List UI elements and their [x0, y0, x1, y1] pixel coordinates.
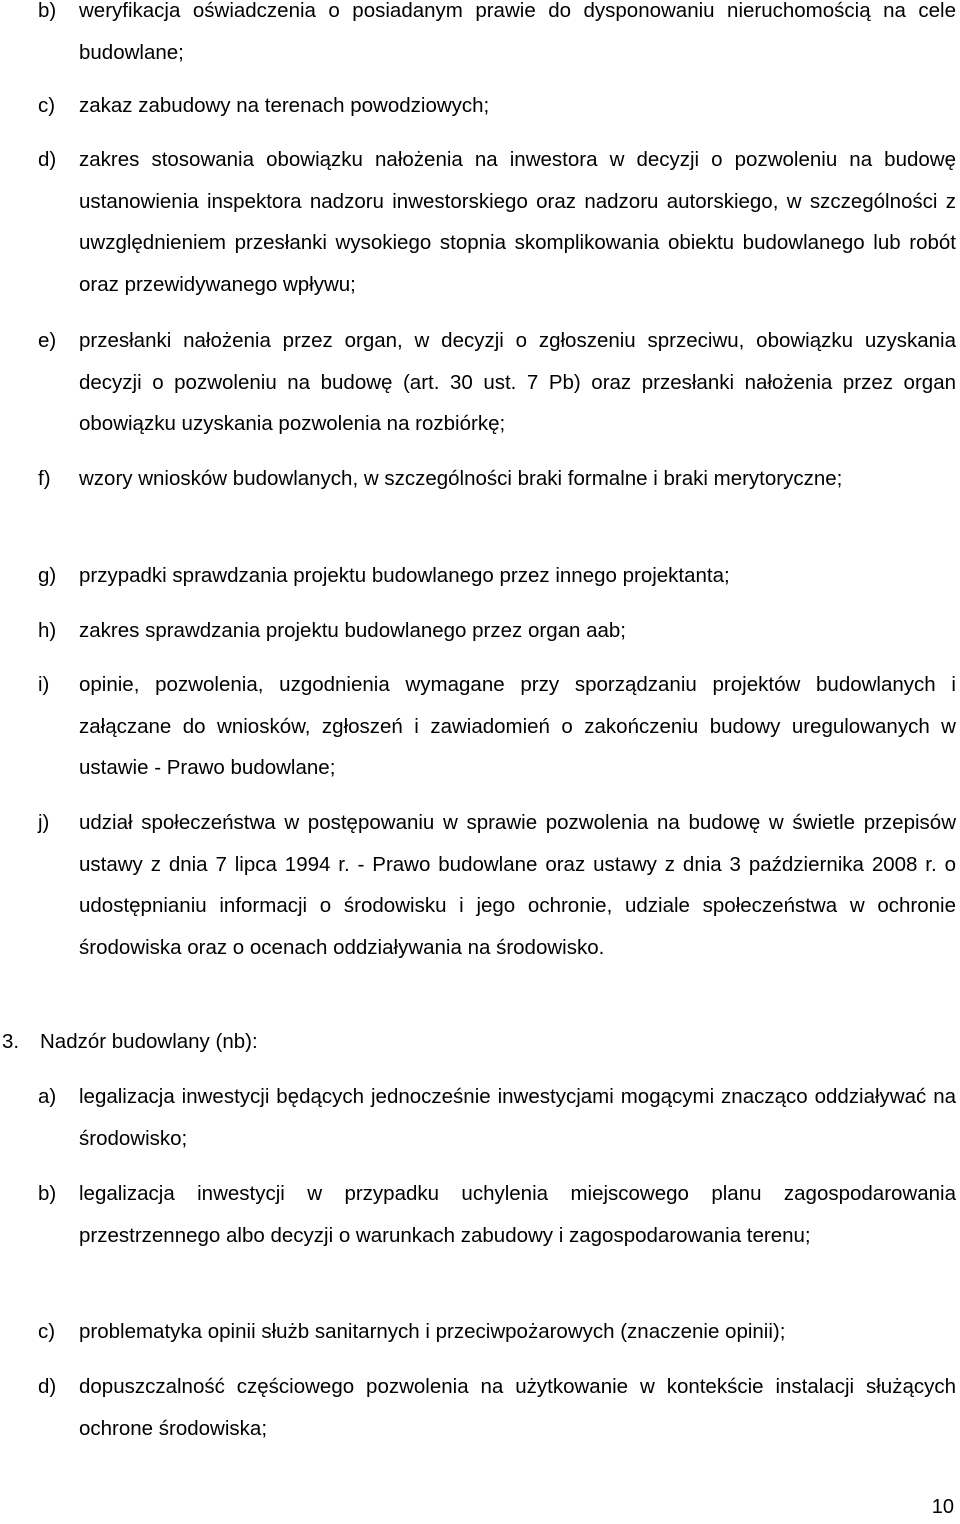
- list-item: [38, 664, 956, 789]
- list-item: [38, 85, 956, 127]
- list-item: [38, 555, 956, 597]
- page-number: 10: [931, 1496, 954, 1518]
- list-item-text: przypadki sprawdzania projektu budowlanego przez innego projektanta;: [79, 564, 730, 587]
- section-title: Nadzór budowlany (nb):: [40, 1030, 258, 1053]
- list-item: [38, 802, 956, 968]
- list-item: [38, 1076, 956, 1159]
- list-item-text: opinie, pozwolenia, uzgodnienia wymagane przy sporządzaniu projektów budowlanych i załączane do wniosków, zgłoszeń i zawiadomień o zakończeniu budowy uregulowanych w ustawie - Prawo budowlane;: [79, 673, 956, 779]
- list-item-text: legalizacja inwestycji w przypadku uchylenia miejscowego planu zagospodarowania przestrzennego albo decyzji o warunkach zabudowy i zagospodarowania terenu;: [79, 1182, 956, 1247]
- list-item-marker: f): [38, 467, 51, 490]
- list-item: [38, 139, 956, 305]
- list-item-text: legalizacja inwestycji będących jednocześnie inwestycjami mogącymi znacząco oddziaływać na środowisko;: [79, 1085, 956, 1150]
- list-item-marker: e): [38, 329, 57, 352]
- list-item-text: zakres stosowania obowiązku nałożenia na inwestora w decyzji o pozwoleniu na budowę ustanowienia inspektora nadzoru inwestorskiego oraz nadzoru autorskiego, w szczególności z uwzględnieniem przesłanki wysokiego stopnia skomplikowania obiektu budowlanego lub robót oraz przewidywanego wpływu;: [79, 148, 956, 296]
- list-item-text: wzory wniosków budowlanych, w szczególności braki formalne i braki merytoryczne;: [79, 467, 843, 490]
- list-item: [38, 1366, 956, 1449]
- list-item-text: weryfikacja oświadczenia o posiadanym prawie do dysponowaniu nieruchomością na cele budowlane;: [79, 0, 956, 64]
- list-item: [38, 0, 956, 73]
- list-item-marker: i): [38, 673, 50, 696]
- list-item-marker: c): [38, 1320, 56, 1343]
- list-item-text: zakres sprawdzania projektu budowlanego przez organ aab;: [79, 619, 627, 642]
- list-item: [38, 610, 956, 652]
- list-item-marker: c): [38, 94, 56, 117]
- list-item-marker: b): [38, 0, 57, 22]
- list-item-marker: h): [38, 619, 57, 642]
- list-item-marker: g): [38, 564, 57, 587]
- list-item-text: przesłanki nałożenia przez organ, w decyzji o zgłoszeniu sprzeciwu, obowiązku uzyskania decyzji o pozwoleniu na budowę (art. 30 ust. 7 Pb) oraz przesłanki nałożenia przez organ obowiązku uzyskania pozwolenia na rozbiórkę;: [79, 329, 956, 435]
- list-item-text: udział społeczeństwa w postępowaniu w sprawie pozwolenia na budowę w świetle przepisów ustawy z dnia 7 lipca 1994 r. - Prawo budowlane oraz ustawy z dnia 3 października 2008 r. o udostępnianiu informacji o środowisku i jego ochronie, udziale społeczeństwa w ochronie środowiska oraz o ocenach oddziaływania na środowisko.: [79, 811, 956, 959]
- section-number: 3.: [2, 1030, 20, 1053]
- list-item: [38, 1173, 956, 1256]
- list-item-text: dopuszczalność częściowego pozwolenia na użytkowanie w kontekście instalacji służących ochrone środowiska;: [79, 1375, 956, 1440]
- list-item-marker: b): [38, 1182, 57, 1205]
- section-heading: [2, 1021, 942, 1063]
- list-item: [38, 1311, 956, 1353]
- list-item-marker: d): [38, 148, 57, 171]
- list-item: [38, 320, 956, 445]
- list-item: [38, 458, 956, 500]
- list-item-text: zakaz zabudowy na terenach powodziowych;: [79, 94, 490, 117]
- list-item-marker: a): [38, 1085, 57, 1108]
- list-item-marker: j): [38, 811, 50, 834]
- list-item-marker: d): [38, 1375, 57, 1398]
- list-item-text: problematyka opinii służb sanitarnych i przeciwpożarowych (znaczenie opinii);: [79, 1320, 786, 1343]
